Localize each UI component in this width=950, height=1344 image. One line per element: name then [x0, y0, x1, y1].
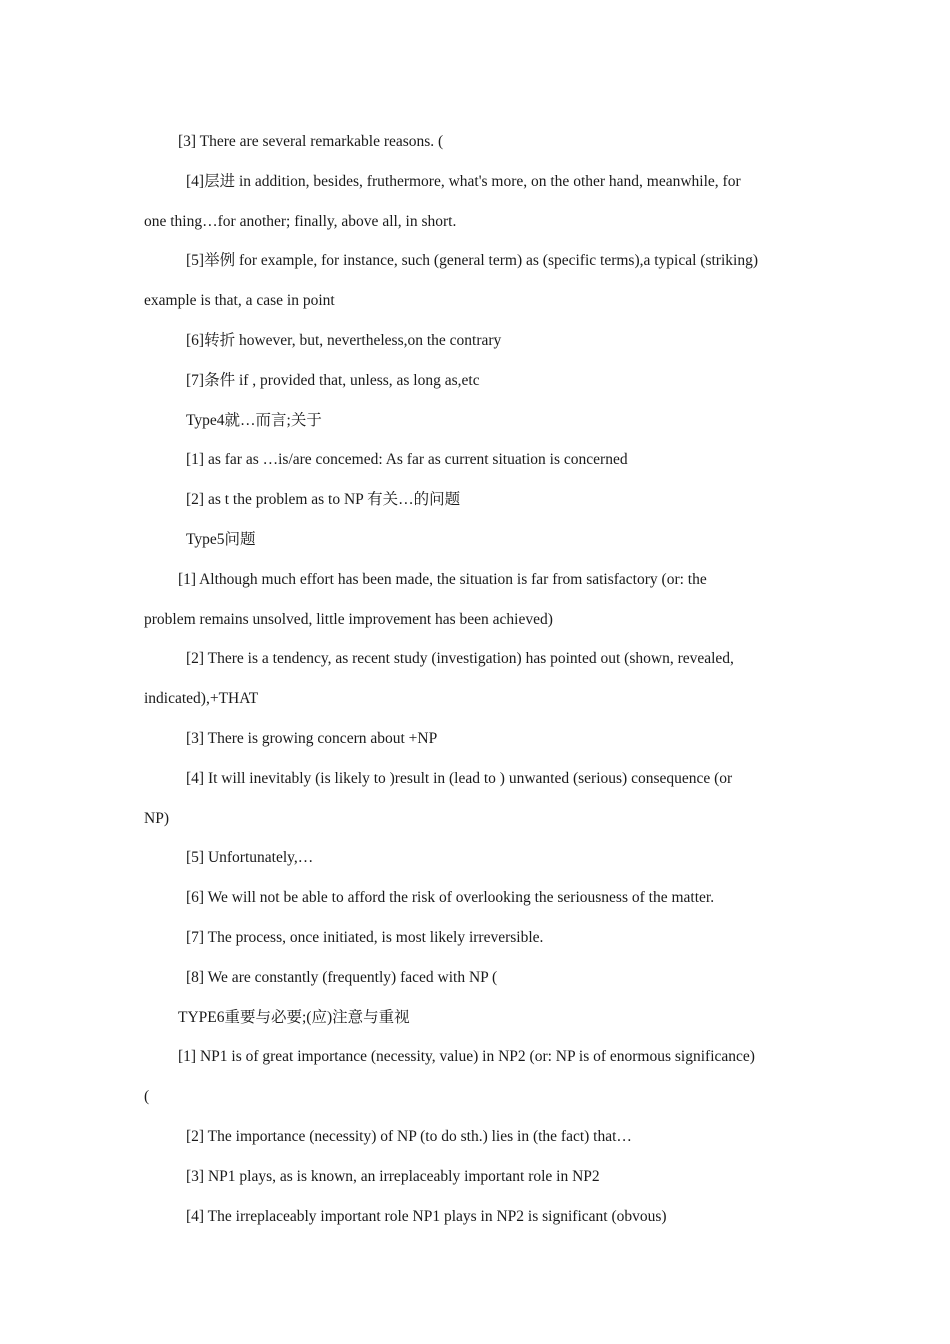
- text-line: (: [144, 1088, 150, 1106]
- text-line: NP): [144, 809, 169, 827]
- text-line: problem remains unsolved, little improvement has been achieved): [144, 610, 553, 628]
- text-line: [2] The importance (necessity) of NP (to do sth.) lies in (the fact) that…: [186, 1127, 632, 1145]
- text-line: [4] It will inevitably (is likely to )result in (lead to ) unwanted (serious) consequence (or: [186, 769, 733, 787]
- text-line: [3] There is growing concern about +NP: [186, 729, 438, 747]
- text-line: [8] We are constantly (frequently) faced with NP (: [186, 968, 498, 986]
- document-body: [144, 122, 814, 1236]
- section-heading: TYPE6重要与必要;(应)注意与重视: [178, 1008, 410, 1026]
- section-heading: Type4就…而言;关于: [186, 411, 322, 429]
- text-line: example is that, a case in point: [144, 292, 335, 310]
- text-line: [1] NP1 is of great importance (necessity, value) in NP2 (or: NP is of enormous significance): [178, 1048, 755, 1066]
- text-line: one thing…for another; finally, above all, in short.: [144, 212, 457, 230]
- text-line: [3] NP1 plays, as is known, an irreplaceably important role in NP2: [186, 1167, 600, 1185]
- text-line: [5]举例 for example, for instance, such (general term) as (specific terms),a typical (striking): [186, 252, 758, 270]
- text-line: [2] as t the problem as to NP 有关…的问题: [186, 491, 461, 509]
- text-line: [1] Although much effort has been made, the situation is far from satisfactory (or: the: [178, 570, 707, 588]
- text-line: [1] as far as …is/are concemed: As far as current situation is concerned: [186, 451, 628, 469]
- text-line: [4]层进 in addition, besides, fruthermore, what's more, on the other hand, meanwhile, for: [186, 172, 741, 190]
- text-line: [6] We will not be able to afford the risk of overlooking the seriousness of the matter.: [186, 889, 715, 907]
- text-line: [2] There is a tendency, as recent study (investigation) has pointed out (shown, revealed,: [186, 650, 734, 668]
- section-heading: Type5问题: [186, 530, 256, 548]
- text-line: [6]转折 however, but, nevertheless,on the contrary: [186, 331, 502, 349]
- text-line: [7]条件 if , provided that, unless, as long as,etc: [186, 371, 480, 389]
- text-line: [5] Unfortunately,…: [186, 849, 314, 867]
- text-line: [4] The irreplaceably important role NP1 plays in NP2 is significant (obvous): [186, 1207, 667, 1225]
- text-line: indicated),+THAT: [144, 690, 259, 708]
- text-line: [7] The process, once initiated, is most likely irreversible.: [186, 928, 544, 946]
- text-line: [3] There are several remarkable reasons. (: [178, 133, 444, 150]
